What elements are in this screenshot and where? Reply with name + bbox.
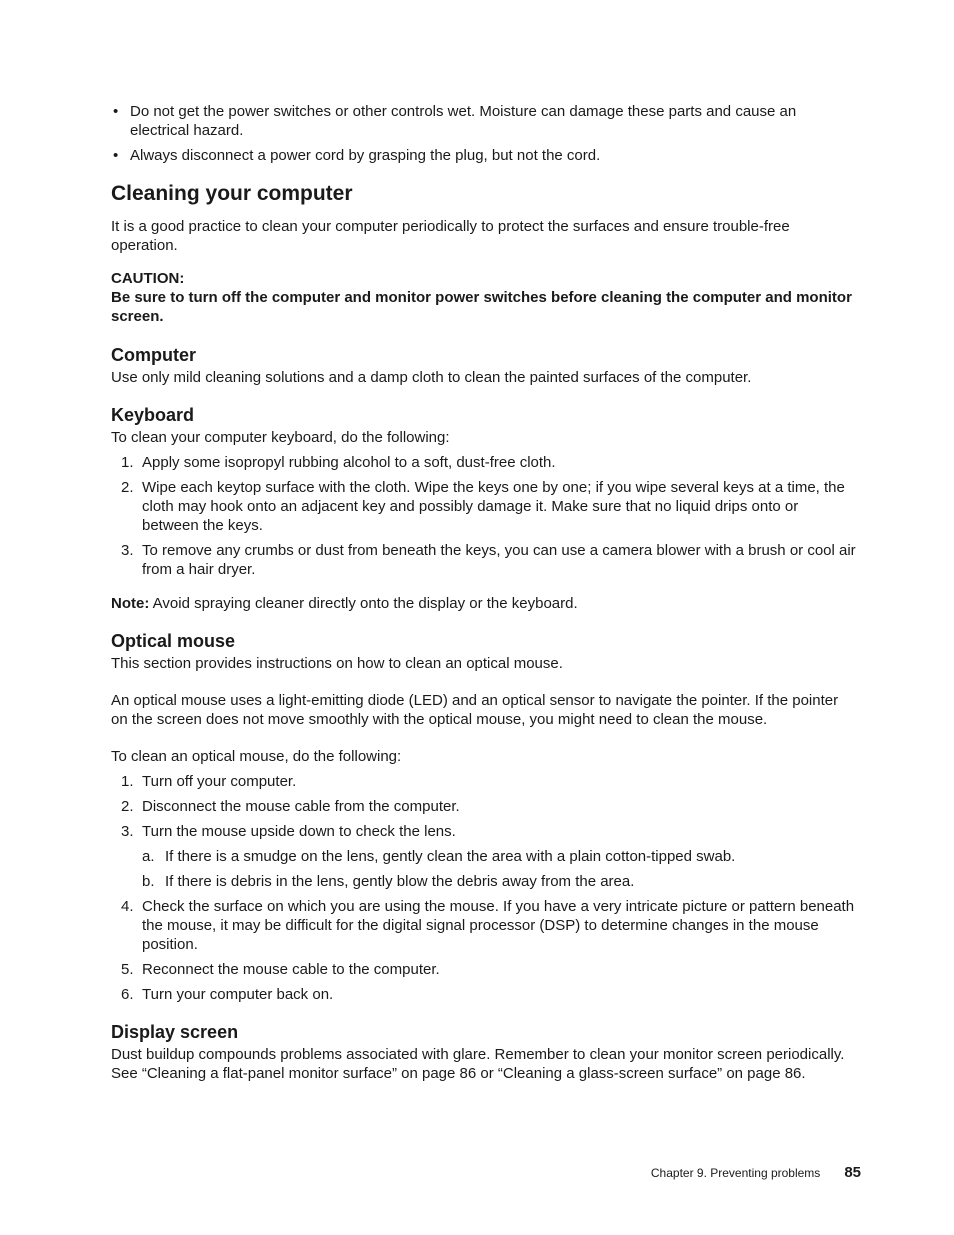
list-item: 6. Turn your computer back on. <box>121 986 334 1003</box>
display-text: Dust buildup compounds problems associated with glare. Remember to clean your monitor screen periodically. See “Cleaning a flat-panel monitor surface” on page 86 or “Cleaning a glass-screen surface” on page 86. <box>111 1046 845 1082</box>
keyboard-intro: To clean your computer keyboard, do the following: <box>111 429 450 446</box>
keyboard-steps <box>111 453 856 579</box>
list-item: 3. To remove any crumbs or dust from beneath the keys, you can use a camera blower with a brush or cool air from a hair dryer. <box>121 542 856 578</box>
mouse-para-3: To clean an optical mouse, do the following: <box>111 748 402 765</box>
mouse-section <box>111 630 856 1004</box>
computer-section <box>111 344 856 387</box>
computer-text: Use only mild cleaning solutions and a damp cloth to clean the painted surfaces of the computer. <box>111 369 752 386</box>
note-label: Note: <box>111 595 150 612</box>
page-number: 85 <box>844 1164 861 1181</box>
page-footer <box>651 1163 861 1183</box>
cleaning-intro: It is a good practice to clean your computer periodically to protect the surfaces and ensure trouble-free operation. <box>111 218 790 254</box>
display-section <box>111 1021 856 1083</box>
mouse-steps <box>111 772 856 1004</box>
intro-bullet-list <box>111 102 856 165</box>
caution-text: Be sure to turn off the computer and monitor power switches before cleaning the computer and monitor screen. <box>111 289 852 325</box>
mouse-heading: Optical mouse <box>111 631 236 651</box>
list-item: a. If there is a smudge on the lens, gently clean the area with a plain cotton-tipped swab. <box>142 848 736 865</box>
list-item: 5. Reconnect the mouse cable to the computer. <box>121 961 440 978</box>
bullet-icon: • <box>113 103 119 120</box>
list-item: b. If there is debris in the lens, gently blow the debris away from the area. <box>142 873 635 890</box>
keyboard-section <box>111 404 856 613</box>
computer-heading: Computer <box>111 345 196 365</box>
document-page <box>111 102 856 1083</box>
mouse-substeps <box>142 847 856 891</box>
list-item: 1. Turn off your computer. <box>121 773 297 790</box>
list-item: 2. Disconnect the mouse cable from the computer. <box>121 798 460 815</box>
list-item: 2. Wipe each keytop surface with the cloth. Wipe the keys one by one; if you wipe several keys at a time, the cloth may hook onto an adjacent key and possibly damage it. Make sure that no liquid drips onto or between the keys. <box>121 479 845 534</box>
keyboard-heading: Keyboard <box>111 405 195 425</box>
list-item: 1. Apply some isopropyl rubbing alcohol to a soft, dust-free cloth. <box>121 454 556 471</box>
list-item: 4. Check the surface on which you are using the mouse. If you have a very intricate picture or pattern beneath the mouse, it may be difficult for the digital signal processor (DSP) to determine changes in the mouse position. <box>121 898 855 953</box>
footer-chapter: Chapter 9. Preventing problems <box>650 1166 821 1180</box>
section-title-cleaning: Cleaning your computer <box>111 182 353 205</box>
bullet-icon: • <box>113 147 119 164</box>
caution-label: CAUTION: <box>111 270 185 287</box>
list-item: • Always disconnect a power cord by grasping the plug, but not the cord. <box>113 147 601 164</box>
note-text: Avoid spraying cleaner directly onto the display or the keyboard. <box>149 595 578 612</box>
mouse-para-2: An optical mouse uses a light-emitting diode (LED) and an optical sensor to navigate the pointer. If the pointer on the screen does not move smoothly with the optical mouse, you might need to clean the mouse. <box>111 692 839 728</box>
list-item: 3. Turn the mouse upside down to check the lens. a. If there is a smudge on the lens, gently clean the area with a plain cotton-tipped swab. b. If there is debris in the lens, gently blow the debris away from the area. <box>111 822 856 891</box>
list-item: • Do not get the power switches or other controls wet. Moisture can damage these parts and cause an electrical hazard. <box>113 103 797 139</box>
display-heading: Display screen <box>111 1022 239 1042</box>
keyboard-note <box>111 594 856 613</box>
mouse-para-1: This section provides instructions on how to clean an optical mouse. <box>111 655 563 672</box>
